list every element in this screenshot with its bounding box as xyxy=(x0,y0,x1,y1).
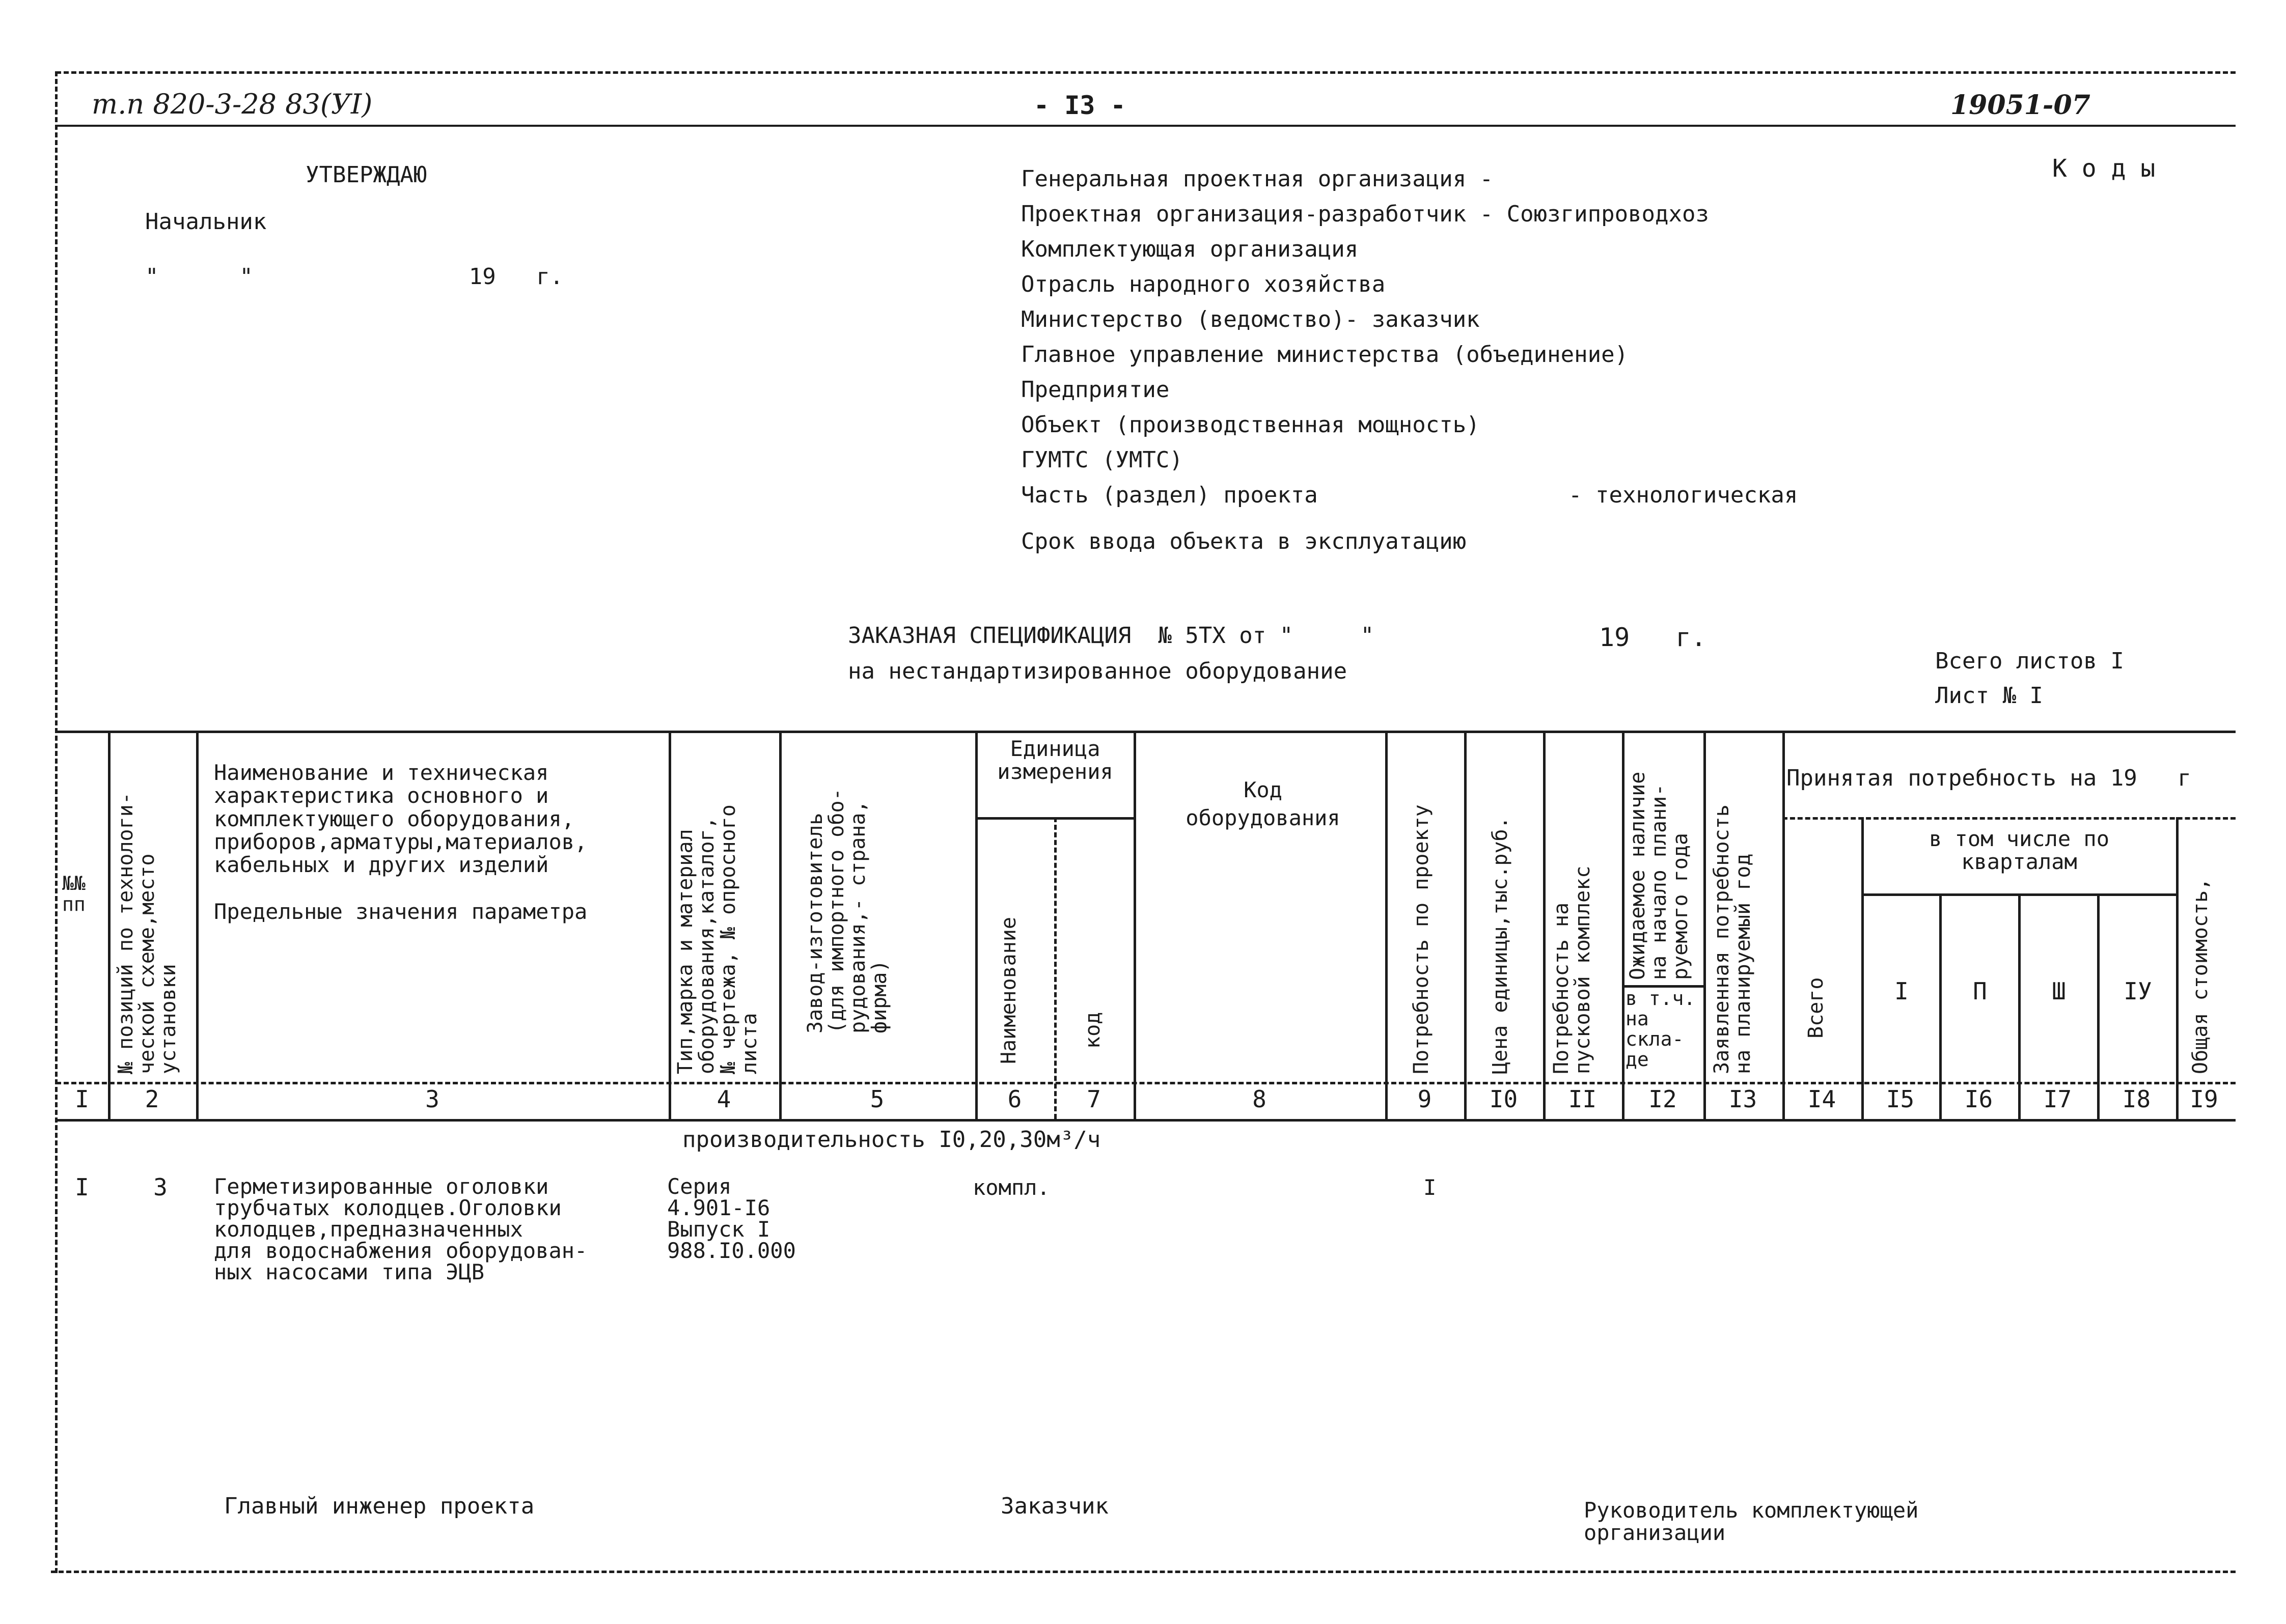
header-unit-code: код xyxy=(1081,1012,1105,1049)
row-unit: компл. xyxy=(973,1175,1050,1200)
column-number: I2 xyxy=(1648,1085,1677,1113)
column-number: I6 xyxy=(1964,1085,1993,1113)
archive-number: 19051-07 xyxy=(1950,90,2090,121)
org-line-1: Генеральная проектная организация - xyxy=(1021,166,1494,192)
col-line xyxy=(196,731,199,1119)
col-line xyxy=(669,731,671,1119)
col-line xyxy=(975,731,978,1119)
column-number: I3 xyxy=(1728,1085,1757,1113)
column-number: I4 xyxy=(1807,1085,1836,1113)
header-number xyxy=(62,873,103,915)
signature-customer: Заказчик xyxy=(1001,1493,1109,1519)
header-unit-price: Цена единицы,тыс.руб. xyxy=(1489,817,1512,1074)
org-line-6: Главное управление министерства (объединение) xyxy=(1021,342,1629,368)
specification-year: 19 г. xyxy=(1599,623,1706,652)
header-name: Наименование и техническая характеристика основного и комплектующего оборудования, приборов,арматуры,материалов, кабельных и других изделий xyxy=(214,760,588,878)
col-line xyxy=(108,731,111,1119)
header-quarter-4: IУ xyxy=(2124,977,2152,1005)
column-number: 2 xyxy=(145,1085,159,1113)
left-border xyxy=(55,71,58,1573)
column-number: 3 xyxy=(425,1085,439,1113)
header-manufacturer: Завод-изготовитель (для импортного обо- рудования,- страна, фирма) xyxy=(804,788,891,1033)
row-position: 3 xyxy=(153,1173,168,1201)
document-reference: т.п 820-3-28 83(УI) xyxy=(92,88,373,120)
org-line-2: Проектная организация-разработчик - Союзгипроводхоз xyxy=(1021,201,1710,227)
header-position: № позиций по технологи- ческой схеме,место установки xyxy=(114,792,180,1074)
sheets-total: Всего листов I xyxy=(1935,648,2124,674)
header-units-group: Единица измерения xyxy=(997,736,1113,785)
header-total-cost: Общая стоимость, xyxy=(2189,878,2212,1074)
column-number: I7 xyxy=(2043,1085,2072,1113)
header-quarters-group: в том числе по кварталам xyxy=(1929,826,2109,875)
header-parameter-limits: Предельные значения параметра xyxy=(214,899,588,924)
column-number: II xyxy=(1568,1085,1597,1113)
column-number: I5 xyxy=(1886,1085,1915,1113)
signature-chief-engineer: Главный инженер проекта xyxy=(224,1493,535,1519)
header-accepted-demand: Принятая потребность на 19 г xyxy=(1786,765,2191,791)
column-number: 8 xyxy=(1252,1085,1266,1113)
capacity-note: производительность I0,20,30м³/ч xyxy=(682,1127,1101,1153)
top-border xyxy=(56,71,2236,74)
accepted-sub-rule xyxy=(1782,817,2236,820)
header-project-demand: Потребность по проекту xyxy=(1410,804,1433,1074)
org-line-8: Объект (производственная мощность) xyxy=(1021,412,1480,438)
header-launch-demand: Потребность на пусковой комплекс xyxy=(1550,865,1594,1074)
column-number: I9 xyxy=(2190,1085,2218,1113)
quarters-sub-rule xyxy=(1861,893,2176,896)
col-line xyxy=(1782,731,1785,1119)
org-line-5: Министерство (ведомство)- заказчик xyxy=(1021,306,1480,332)
org-line-4: Отрасль народного хозяйства xyxy=(1021,271,1386,297)
table-top-rule xyxy=(56,731,2236,733)
codes-label: К о д ы xyxy=(2052,154,2156,183)
header-number-label: №№ пп xyxy=(62,872,86,916)
col-line xyxy=(2176,817,2179,1119)
col-line xyxy=(1703,731,1706,1119)
header-unit-name: Наименование xyxy=(997,917,1021,1064)
project-section-value: - технологическая xyxy=(1568,482,1798,508)
column-number: 5 xyxy=(870,1085,885,1113)
header-expected-stock: Ожидаемое наличие на начало плани- руемого года xyxy=(1626,771,1692,980)
bottom-border xyxy=(51,1571,2236,1573)
row-type: Серия 4.901-I6 Выпуск I 988.I0.000 xyxy=(667,1174,796,1263)
column-number: I xyxy=(75,1085,89,1113)
header-total: Всего xyxy=(1804,977,1828,1039)
column-number: 9 xyxy=(1417,1085,1432,1113)
page-number: - I3 - xyxy=(1034,91,1126,120)
column-number: 7 xyxy=(1087,1085,1101,1113)
sheet-number: Лист № I xyxy=(1935,683,2043,709)
header-rule xyxy=(56,125,2236,127)
col-line xyxy=(1134,731,1136,1119)
approval-date-line: " " 19 г. xyxy=(145,264,564,290)
col-line xyxy=(1861,817,1864,1119)
col-line xyxy=(1543,731,1546,1119)
header-equipment-code: Код оборудования xyxy=(1186,777,1340,830)
table-columns-number-rule xyxy=(56,1082,2236,1084)
org-line-7: Предприятие xyxy=(1021,377,1170,403)
table-header-bottom-rule xyxy=(56,1119,2236,1122)
specification-title: ЗАКАЗНАЯ СПЕЦИФИКАЦИЯ № 5ТХ от " " xyxy=(848,623,1374,649)
commissioning-deadline: Срок ввода объекта в эксплуатацию xyxy=(1021,528,1467,554)
column-number: I0 xyxy=(1489,1085,1518,1113)
org-line-9: ГУМТС (УМТС) xyxy=(1021,447,1183,473)
units-sub-rule xyxy=(975,817,1134,820)
header-in-stock: в т.ч. на скла- де xyxy=(1626,987,1696,1071)
col-line xyxy=(1464,731,1467,1119)
column-number: 6 xyxy=(1007,1085,1022,1113)
specification-subtitle: на нестандартизированное оборудование xyxy=(848,658,1347,684)
header-declared-demand: Заявленная потребность на планируемый год xyxy=(1710,804,1755,1074)
col-line xyxy=(779,731,782,1119)
header-quarter-3: Ш xyxy=(2052,977,2066,1005)
approval-title: УТВЕРЖДАЮ xyxy=(306,162,427,188)
org-line-3: Комплектующая организация xyxy=(1021,236,1359,262)
row-number: I xyxy=(75,1173,89,1201)
column-number: 4 xyxy=(717,1085,731,1113)
approval-position: Начальник xyxy=(145,209,267,235)
header-quarter-1: I xyxy=(1894,977,1909,1005)
col-line xyxy=(1054,817,1057,1119)
row-demand: I xyxy=(1423,1175,1437,1200)
org-line-10: Часть (раздел) проекта xyxy=(1021,482,1318,508)
col-line xyxy=(1385,731,1388,1119)
header-type: Тип,марка и материал оборудования,каталог, № чертежа, № опросного листа xyxy=(674,804,761,1074)
signature-supplier-head: Руководитель комплектующей организации xyxy=(1584,1498,1919,1546)
col-line xyxy=(1622,731,1624,1119)
column-number: I8 xyxy=(2122,1085,2151,1113)
row-name: Герметизированные оголовки трубчатых колодцев.Оголовки колодцев,предназначенных для водоснабжения оборудован- ных насосами типа ЭЦВ xyxy=(214,1174,588,1284)
header-quarter-2: П xyxy=(1973,977,1987,1005)
